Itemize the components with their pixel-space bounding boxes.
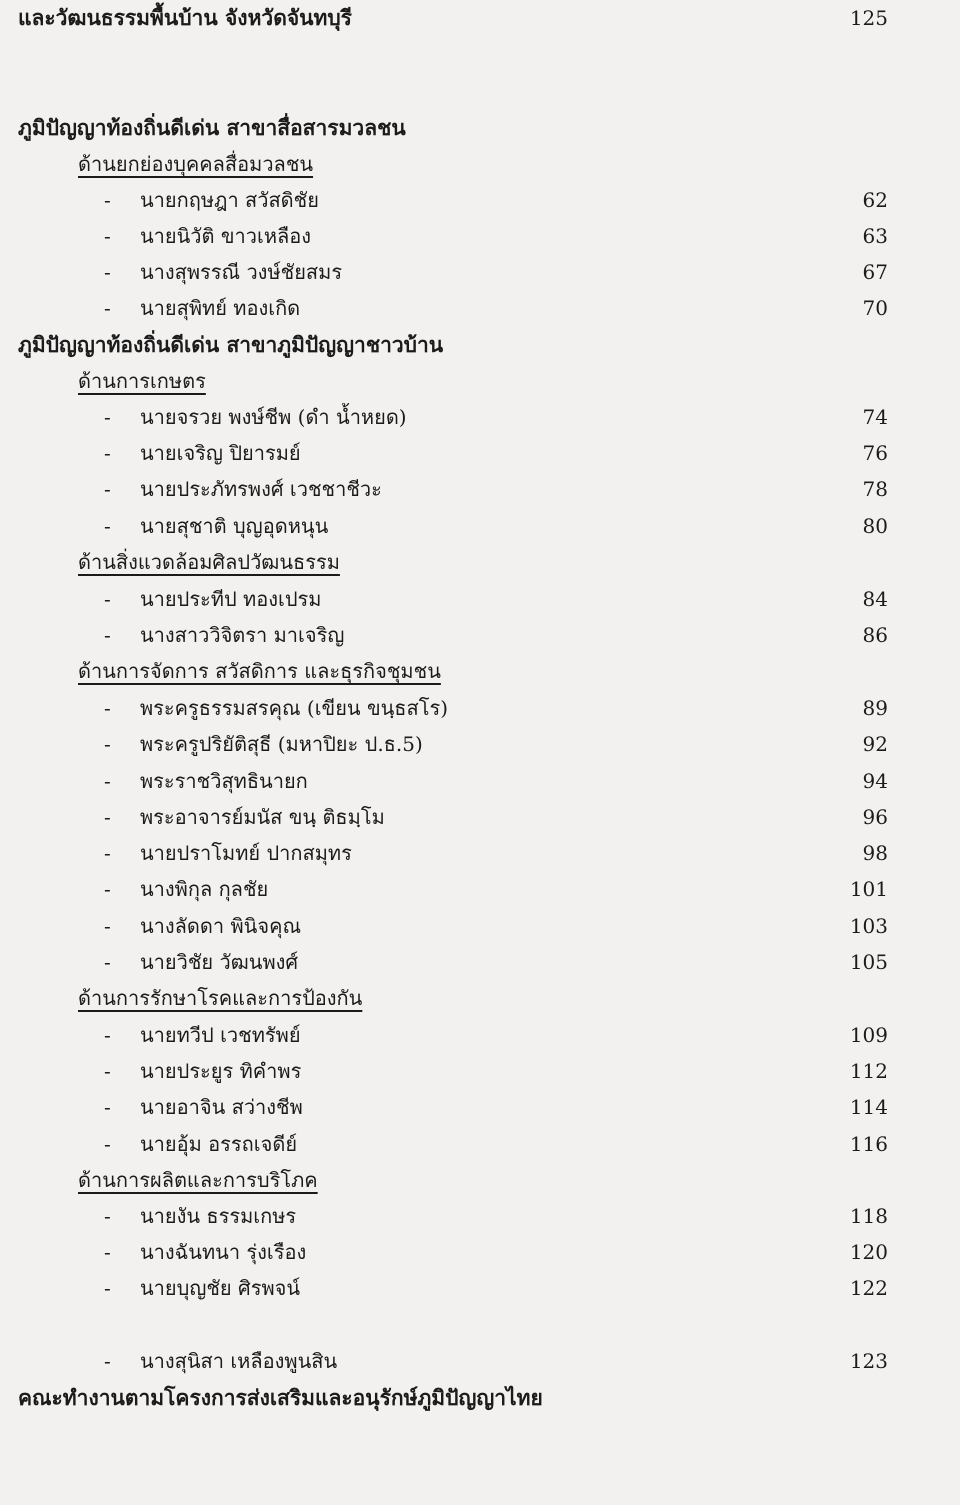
entry-name: นางสุพรรณี วงษ์ชัยสมร bbox=[140, 260, 343, 284]
page-number: 122 bbox=[849, 1276, 888, 1300]
toc-subsection-row bbox=[0, 146, 960, 182]
toc-section-row bbox=[0, 0, 960, 36]
toc-entry bbox=[0, 471, 960, 507]
page-number: 78 bbox=[862, 477, 888, 501]
entry-name: นายจรวย พงษ์ชีพ (ดำ น้ำหยด) bbox=[140, 405, 407, 429]
entry-name: พระครูธรรมสรคุณ (เขียน ขนฺธสโร) bbox=[140, 696, 449, 720]
toc-subsection-row bbox=[0, 544, 960, 580]
bullet-dash: - bbox=[104, 1276, 111, 1300]
page-number: 62 bbox=[862, 188, 888, 212]
page-number: 84 bbox=[862, 587, 888, 611]
toc-entry bbox=[0, 908, 960, 944]
subsection-heading: ด้านการรักษาโรคและการป้องกัน bbox=[78, 986, 363, 1010]
toc-entry bbox=[0, 399, 960, 435]
page-number: 98 bbox=[862, 841, 888, 865]
toc-subsection-row bbox=[0, 1162, 960, 1198]
entry-name: นายสุพิทย์ ทองเกิด bbox=[140, 296, 301, 320]
page-number: 74 bbox=[862, 405, 888, 429]
entry-name: นายประภัทรพงศ์ เวชชาชีวะ bbox=[140, 477, 382, 501]
bullet-dash: - bbox=[104, 441, 111, 465]
bullet-dash: - bbox=[104, 260, 111, 284]
bullet-dash: - bbox=[104, 1059, 111, 1083]
page-number: 89 bbox=[862, 696, 888, 720]
page-number: 67 bbox=[862, 260, 888, 284]
toc-subsection-row bbox=[0, 363, 960, 399]
bullet-dash: - bbox=[104, 1240, 111, 1264]
entry-name: นางลัดดา พินิจคุณ bbox=[140, 914, 301, 938]
toc-entry bbox=[0, 944, 960, 980]
bullet-dash: - bbox=[104, 1349, 111, 1373]
toc-entry bbox=[0, 1089, 960, 1125]
toc-entry bbox=[0, 182, 960, 218]
toc-entry bbox=[0, 1126, 960, 1162]
entry-name: นายเจริญ ปิยารมย์ bbox=[140, 441, 301, 465]
entry-name: นางพิกุล กุลชัย bbox=[140, 877, 269, 901]
entry-name: พระครูปริยัติสุธี (มหาปิยะ ป.ธ.5) bbox=[140, 732, 423, 756]
entry-name: นายอุ้ม อรรถเจดีย์ bbox=[140, 1132, 298, 1156]
page-number: 86 bbox=[862, 623, 888, 647]
entry-name: นายประยูร ทิคำพร bbox=[140, 1059, 302, 1083]
toc-entry bbox=[0, 1270, 960, 1306]
entry-name: นายอาจิน สว่างชีพ bbox=[140, 1095, 303, 1119]
bullet-dash: - bbox=[104, 477, 111, 501]
bullet-dash: - bbox=[104, 732, 111, 756]
toc-entry bbox=[0, 835, 960, 871]
page-number: 123 bbox=[849, 1349, 888, 1373]
toc-entry bbox=[0, 617, 960, 653]
toc-entry bbox=[0, 435, 960, 471]
toc-section-row bbox=[0, 327, 960, 363]
page-number: 120 bbox=[849, 1240, 888, 1264]
section-heading: ภูมิปัญญาท้องถิ่นดีเด่น สาขาภูมิปัญญาชาวบ้าน bbox=[18, 332, 444, 357]
entry-name: นายประทีป ทองเปรม bbox=[140, 587, 322, 611]
section-heading: ภูมิปัญญาท้องถิ่นดีเด่น สาขาสื่อสารมวลชน bbox=[18, 115, 406, 140]
page-number: 76 bbox=[862, 441, 888, 465]
toc-subsection-row bbox=[0, 653, 960, 689]
page-number: 109 bbox=[849, 1023, 888, 1047]
subsection-heading: ด้านการผลิตและการบริโภค bbox=[78, 1168, 318, 1192]
entry-name: นายงัน ธรรมเกษร bbox=[140, 1204, 297, 1228]
entry-name: นายวิชัย วัฒนพงศ์ bbox=[140, 950, 299, 974]
toc-entry bbox=[0, 871, 960, 907]
toc-entry bbox=[0, 1053, 960, 1089]
bullet-dash: - bbox=[104, 623, 111, 647]
entry-name: นายทวีป เวชทรัพย์ bbox=[140, 1023, 301, 1047]
section-heading: และวัฒนธรรมพื้นบ้าน จังหวัดจันทบุรี bbox=[18, 5, 352, 30]
toc-entry bbox=[0, 763, 960, 799]
page-number: 96 bbox=[862, 805, 888, 829]
bullet-dash: - bbox=[104, 696, 111, 720]
toc-entry bbox=[0, 290, 960, 326]
page-number: 63 bbox=[862, 224, 888, 248]
bullet-dash: - bbox=[104, 1023, 111, 1047]
bullet-dash: - bbox=[104, 877, 111, 901]
bullet-dash: - bbox=[104, 914, 111, 938]
page-number: 94 bbox=[862, 769, 888, 793]
entry-name: นายปราโมทย์ ปากสมุทร bbox=[140, 841, 352, 865]
bullet-dash: - bbox=[104, 587, 111, 611]
toc-entry bbox=[0, 1343, 960, 1379]
entry-name: นายบุญชัย ศิรพจน์ bbox=[140, 1276, 301, 1300]
bullet-dash: - bbox=[104, 296, 111, 320]
page-number: 125 bbox=[849, 6, 888, 30]
subsection-heading: ด้านการจัดการ สวัสดิการ และธุรกิจชุมชน bbox=[78, 659, 441, 683]
page-number: 70 bbox=[862, 296, 888, 320]
toc-subsection-row bbox=[0, 980, 960, 1016]
entry-name: นายกฤษฎา สวัสดิชัย bbox=[140, 188, 319, 212]
page-number: 101 bbox=[849, 877, 888, 901]
entry-name: นายนิวัติ ขาวเหลือง bbox=[140, 224, 312, 248]
toc-entry bbox=[0, 1198, 960, 1234]
page-number: 118 bbox=[849, 1204, 888, 1228]
toc-entry bbox=[0, 1017, 960, 1053]
section-heading: คณะทำงานตามโครงการส่งเสริมและอนุรักษ์ภูมิปัญญาไทย bbox=[18, 1385, 543, 1410]
toc-section-row bbox=[0, 1380, 960, 1416]
page-number: 116 bbox=[849, 1132, 888, 1156]
page-number: 92 bbox=[862, 732, 888, 756]
entry-name: นางฉันทนา รุ่งเรือง bbox=[140, 1240, 307, 1264]
bullet-dash: - bbox=[104, 1204, 111, 1228]
bullet-dash: - bbox=[104, 1095, 111, 1119]
page-number: 103 bbox=[849, 914, 888, 938]
page-number: 114 bbox=[849, 1095, 888, 1119]
toc-entry bbox=[0, 726, 960, 762]
toc-section-row bbox=[0, 110, 960, 146]
toc-entry bbox=[0, 690, 960, 726]
bullet-dash: - bbox=[104, 950, 111, 974]
toc-entry bbox=[0, 508, 960, 544]
toc-entry bbox=[0, 581, 960, 617]
bullet-dash: - bbox=[104, 224, 111, 248]
page-number: 105 bbox=[849, 950, 888, 974]
entry-name: นางสาววิจิตรา มาเจริญ bbox=[140, 623, 345, 647]
toc-entry bbox=[0, 1234, 960, 1270]
subsection-heading: ด้านสิ่งแวดล้อมศิลปวัฒนธรรม bbox=[78, 550, 340, 574]
entry-name: นายสุชาติ บุญอุดหนุน bbox=[140, 514, 329, 538]
entry-name: พระราชวิสุทธินายก bbox=[140, 769, 308, 793]
bullet-dash: - bbox=[104, 841, 111, 865]
bullet-dash: - bbox=[104, 514, 111, 538]
entry-name: นางสุนิสา เหลืองพูนสิน bbox=[140, 1349, 338, 1373]
toc-entry bbox=[0, 799, 960, 835]
bullet-dash: - bbox=[104, 805, 111, 829]
bullet-dash: - bbox=[104, 769, 111, 793]
bullet-dash: - bbox=[104, 405, 111, 429]
bullet-dash: - bbox=[104, 1132, 111, 1156]
entry-name: พระอาจารย์มนัส ขนฺ ติธมฺโม bbox=[140, 805, 385, 829]
toc-entry bbox=[0, 218, 960, 254]
bullet-dash: - bbox=[104, 188, 111, 212]
toc-entry bbox=[0, 254, 960, 290]
subsection-heading: ด้านการเกษตร bbox=[78, 369, 206, 393]
page-number: 80 bbox=[862, 514, 888, 538]
subsection-heading: ด้านยกย่องบุคคลสื่อมวลชน bbox=[78, 152, 314, 176]
page-number: 112 bbox=[849, 1059, 888, 1083]
